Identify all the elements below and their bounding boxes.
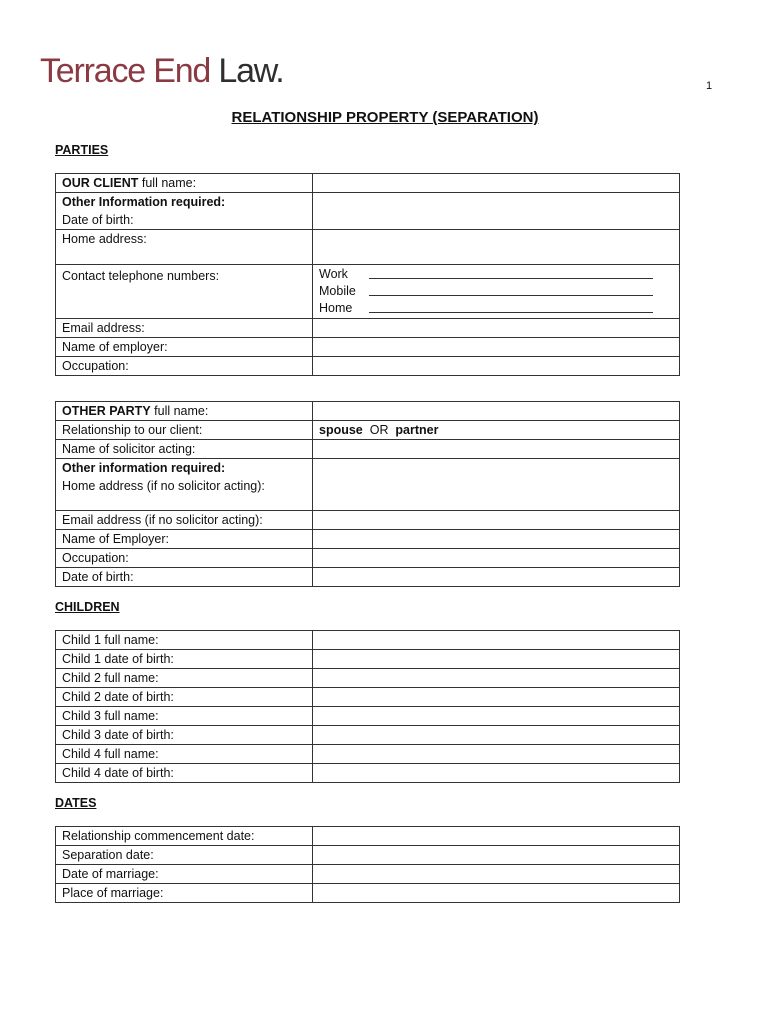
client-table (55, 173, 680, 376)
other-relationship-row (56, 421, 680, 440)
child4-dob-label: Child 4 date of birth: (56, 764, 313, 783)
children-table (55, 630, 680, 783)
table-row (56, 884, 680, 903)
client-email-field[interactable] (313, 319, 680, 338)
phone-mobile-line[interactable] (369, 283, 653, 296)
table-row (56, 707, 680, 726)
page-number: 1 (706, 80, 713, 92)
other-dob-field[interactable] (313, 568, 680, 587)
table-row (56, 669, 680, 688)
dates-table (55, 826, 680, 903)
other-dob-label: Date of birth: (56, 568, 313, 587)
client-name-label-rest: full name: (138, 176, 197, 190)
table-row (56, 726, 680, 745)
other-address-text: Home address (if no solicitor acting): (62, 479, 265, 493)
phone-home[interactable] (319, 300, 673, 317)
phone-work-line[interactable] (369, 266, 653, 279)
commencement-date-field[interactable] (313, 827, 680, 846)
client-phone-fields (313, 265, 680, 319)
client-other-info-heading: Other Information required: (62, 195, 226, 209)
client-email-row (56, 319, 680, 338)
child4-name-label: Child 4 full name: (56, 745, 313, 764)
child4-name-field[interactable] (313, 745, 680, 764)
phone-work-label: Work (319, 267, 348, 281)
other-address-label (56, 459, 313, 511)
client-dob-label: Date of birth: (62, 213, 134, 227)
child2-name-label: Child 2 full name: (56, 669, 313, 688)
phone-work[interactable] (319, 266, 673, 283)
other-name-field[interactable] (313, 402, 680, 421)
phone-mobile[interactable] (319, 283, 673, 300)
child4-dob-field[interactable] (313, 764, 680, 783)
client-address-label: Home address: (56, 230, 313, 265)
client-dob-field[interactable] (313, 193, 680, 230)
other-employer-field[interactable] (313, 530, 680, 549)
client-employer-field[interactable] (313, 338, 680, 357)
marriage-date-label: Date of marriage: (56, 865, 313, 884)
other-name-row (56, 402, 680, 421)
phone-home-line[interactable] (369, 300, 653, 313)
other-solicitor-label: Name of solicitor acting: (56, 440, 313, 459)
other-party-table (55, 401, 680, 587)
phone-mobile-label: Mobile (319, 284, 356, 298)
section-heading-children: CHILDREN (55, 600, 120, 614)
child1-dob-field[interactable] (313, 650, 680, 669)
client-name-label-bold: OUR CLIENT (62, 176, 139, 190)
other-occupation-label: Occupation: (56, 549, 313, 568)
client-phone-label: Contact telephone numbers: (56, 265, 313, 319)
child1-name-label: Child 1 full name: (56, 631, 313, 650)
other-solicitor-row (56, 440, 680, 459)
document-title: RELATIONSHIP PROPERTY (SEPARATION) (231, 109, 539, 126)
table-row (56, 865, 680, 884)
child3-name-field[interactable] (313, 707, 680, 726)
child2-dob-field[interactable] (313, 688, 680, 707)
child3-dob-label: Child 3 date of birth: (56, 726, 313, 745)
client-occupation-label: Occupation: (56, 357, 313, 376)
child2-dob-label: Child 2 date of birth: (56, 688, 313, 707)
partner-option[interactable]: partner (395, 423, 439, 437)
other-other-info-heading: Other information required: (62, 461, 226, 475)
other-occupation-field[interactable] (313, 549, 680, 568)
section-heading-dates: DATES (55, 796, 97, 810)
firm-logo (40, 54, 284, 88)
other-address-field[interactable] (313, 459, 680, 511)
table-row (56, 745, 680, 764)
child1-name-field[interactable] (313, 631, 680, 650)
client-employer-row (56, 338, 680, 357)
child2-name-field[interactable] (313, 669, 680, 688)
child3-dob-field[interactable] (313, 726, 680, 745)
other-email-row (56, 511, 680, 530)
relationship-choice (313, 421, 680, 440)
client-address-row (56, 230, 680, 265)
table-row (56, 688, 680, 707)
client-name-row (56, 174, 680, 193)
other-name-label-bold: OTHER PARTY (62, 404, 151, 418)
client-email-label: Email address: (56, 319, 313, 338)
other-dob-row (56, 568, 680, 587)
marriage-place-label: Place of marriage: (56, 884, 313, 903)
other-email-field[interactable] (313, 511, 680, 530)
table-row (56, 764, 680, 783)
other-email-label: Email address (if no solicitor acting): (56, 511, 313, 530)
marriage-place-field[interactable] (313, 884, 680, 903)
table-row (56, 631, 680, 650)
logo-brand: Terrace End (40, 52, 211, 90)
other-solicitor-field[interactable] (313, 440, 680, 459)
phone-home-label: Home (319, 301, 353, 315)
section-heading-parties: PARTIES (55, 143, 109, 157)
other-name-label (56, 402, 313, 421)
client-other-info-label (56, 193, 313, 230)
separation-date-field[interactable] (313, 846, 680, 865)
other-address-row (56, 459, 680, 511)
client-name-field[interactable] (313, 174, 680, 193)
other-name-label-rest: full name: (150, 404, 209, 418)
table-row (56, 650, 680, 669)
marriage-date-field[interactable] (313, 865, 680, 884)
other-employer-row (56, 530, 680, 549)
client-address-field[interactable] (313, 230, 680, 265)
other-employer-label: Name of Employer: (56, 530, 313, 549)
child3-name-label: Child 3 full name: (56, 707, 313, 726)
client-employer-label: Name of employer: (56, 338, 313, 357)
spouse-option[interactable]: spouse (319, 423, 363, 437)
client-name-label (56, 174, 313, 193)
separation-date-label: Separation date: (56, 846, 313, 865)
client-phone-row (56, 265, 680, 319)
other-occupation-row (56, 549, 680, 568)
client-occupation-field[interactable] (313, 357, 680, 376)
client-occupation-row (56, 357, 680, 376)
other-relationship-label: Relationship to our client: (56, 421, 313, 440)
table-row (56, 846, 680, 865)
client-other-info-row (56, 193, 680, 230)
child1-dob-label: Child 1 date of birth: (56, 650, 313, 669)
or-text: OR (369, 423, 389, 437)
table-row (56, 827, 680, 846)
commencement-date-label: Relationship commencement date: (56, 827, 313, 846)
logo-suffix: Law. (218, 52, 284, 90)
